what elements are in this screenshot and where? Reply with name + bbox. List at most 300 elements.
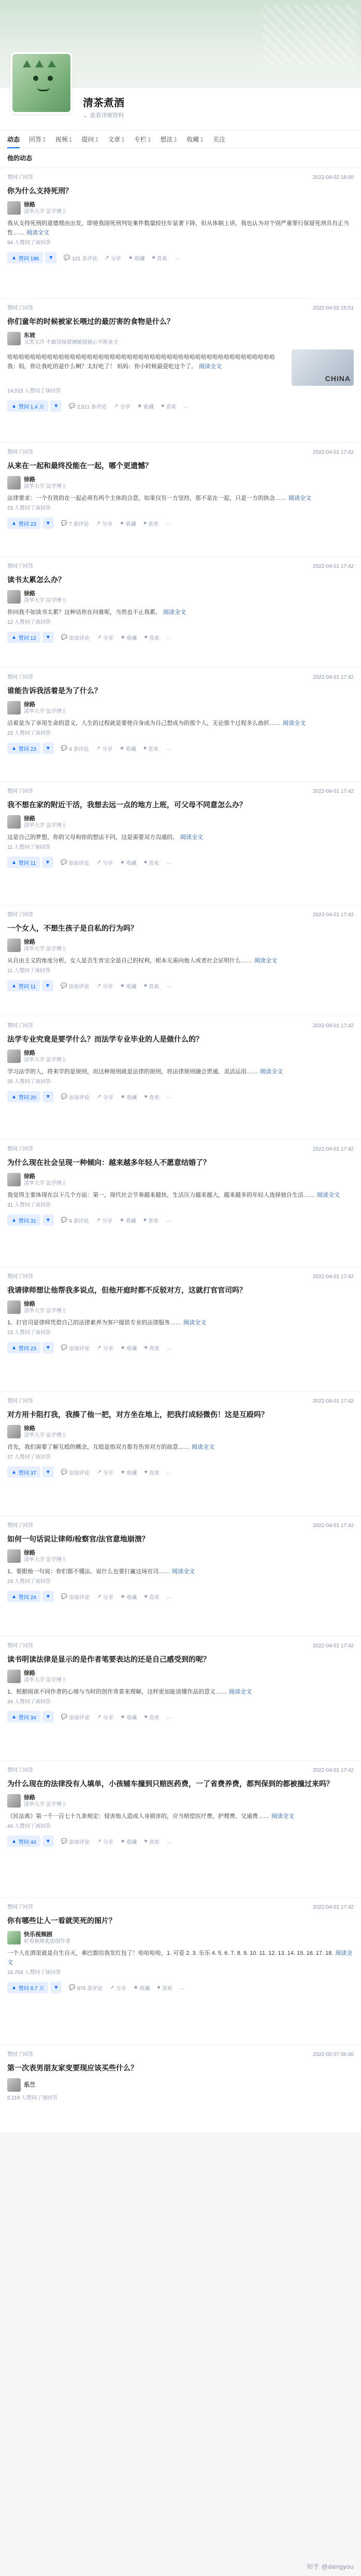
activity-time: 2022-04-01 17:42 [313, 1643, 354, 1649]
tab-count: 1 [200, 135, 204, 143]
author-names [24, 1049, 67, 1063]
share-button[interactable] [96, 745, 112, 752]
read-more-link[interactable]: 阅读全文 [199, 363, 222, 370]
comment-label: 添加评论 [69, 1715, 90, 1721]
author-name[interactable]: 徐路 [24, 1173, 35, 1180]
avatar[interactable] [7, 2078, 21, 2092]
downvote-button[interactable] [42, 1342, 54, 1353]
like-button[interactable] [161, 402, 176, 410]
answer-excerpt[interactable] [7, 1812, 354, 1821]
share-label: 分享 [102, 1218, 112, 1224]
read-more-link[interactable]: 阅读全文 [288, 495, 311, 501]
tab-3[interactable] [81, 131, 98, 148]
action-bar [7, 1463, 354, 1481]
answer-excerpt[interactable] [7, 1318, 354, 1327]
section-title: 他的动态 [0, 148, 361, 168]
like-label: 喜欢 [148, 746, 158, 752]
comment-button[interactable] [61, 520, 89, 527]
comment-icon: 💬 [69, 403, 76, 409]
star-icon: ★ [120, 983, 125, 989]
card-meta [7, 563, 354, 570]
read-more-link[interactable]: 阅读全文 [26, 230, 49, 236]
like-button[interactable] [157, 1984, 172, 1992]
author-names [24, 1549, 67, 1563]
question-title[interactable]: 你有哪些让人一看就笑死的图片？ [7, 1916, 116, 1925]
read-more-link[interactable]: 阅读全文 [271, 1813, 294, 1819]
comment-label: 101 条评论 [71, 256, 98, 262]
feed-card [0, 1636, 361, 1761]
upvote-button[interactable] [7, 857, 40, 868]
downvote-button[interactable] [42, 632, 54, 643]
heart-icon: ♥ [157, 1984, 161, 1991]
like-label: 喜欢 [162, 1985, 172, 1992]
author-name[interactable]: 徐路 [24, 590, 35, 597]
feed-card [0, 1392, 361, 1516]
question-title[interactable]: 我不想在家的附近干活，我想去远一点的地方上班，可父母不同意怎么办？ [7, 801, 247, 809]
tab-count: 1 [174, 135, 178, 143]
more-button[interactable] [175, 255, 180, 261]
answer-excerpt[interactable] [7, 1567, 354, 1576]
more-label: … [165, 745, 171, 751]
action-bar [7, 1088, 354, 1105]
answer-excerpt[interactable] [7, 353, 286, 381]
triangle-down-icon: ▼ [45, 1593, 51, 1600]
author-name[interactable]: 快乐视频剧 [24, 1931, 52, 1938]
heart-icon: ♥ [144, 1714, 148, 1720]
tab-count: 1 [95, 135, 99, 143]
profile-tabs [0, 131, 361, 148]
comment-label: 4 条评论 [69, 746, 89, 752]
like-button[interactable] [144, 982, 159, 990]
activity-time: 2022-04-01 17:42 [313, 1768, 354, 1773]
read-more-link[interactable]: 阅读全文 [163, 609, 186, 615]
chevron-down-icon: ⌄ [83, 112, 88, 119]
like-button[interactable] [145, 634, 160, 641]
author-name[interactable]: 徐路 [24, 1049, 35, 1056]
share-button[interactable] [110, 1984, 126, 1992]
comment-button[interactable] [61, 1216, 89, 1224]
star-icon: ★ [120, 1714, 125, 1720]
author-name[interactable]: 乐兰 [24, 2082, 35, 2088]
tab-5[interactable] [134, 131, 151, 148]
author-headline: 清华大学 法学博士 [24, 822, 67, 829]
share-icon: ↗ [96, 983, 101, 989]
question-title[interactable]: 为什么现在的法律没有人填单，小孩辅车撞到只赔医药费，一了省费养费，都判保到的都被撞过来吗？ [7, 1780, 334, 1788]
avatar[interactable] [7, 1794, 21, 1808]
question-title[interactable]: 对方用卡阻打我，我揍了他一把，对方坐在地上，把我打成轻微伤！这是互殴吗？ [7, 1410, 268, 1419]
upvote-button[interactable] [7, 632, 40, 643]
vote-stats: 37 人赞同了该回答 [7, 1454, 51, 1460]
like-label: 喜欢 [149, 1470, 160, 1476]
activity-type: 赞同了回答 [7, 450, 33, 455]
avatar[interactable] [7, 1425, 21, 1438]
comment-button[interactable] [61, 1468, 90, 1476]
tab-2[interactable] [55, 131, 73, 148]
question-title[interactable]: 读书太累怎么办？ [7, 576, 65, 584]
author-name[interactable]: 徐路 [24, 476, 35, 483]
tab-label: 视频 [55, 135, 68, 143]
upvote-button[interactable] [7, 743, 40, 754]
read-more-link[interactable]: 阅读全文 [260, 1069, 283, 1075]
avatar-mouth [37, 87, 50, 91]
avatar[interactable] [7, 590, 21, 604]
favorite-button[interactable] [134, 1984, 150, 1992]
author-name[interactable]: 徐路 [24, 1794, 35, 1801]
tab-count: 1 [68, 135, 73, 143]
more-button[interactable] [180, 1985, 185, 1991]
upvote-label: 赞同 34 [18, 1715, 36, 1721]
upvote-label: 赞同 23 [18, 521, 36, 527]
like-button[interactable] [145, 1093, 160, 1101]
comment-button[interactable] [69, 402, 107, 410]
share-button[interactable] [97, 859, 113, 866]
triangle-up-icon: ▲ [11, 1345, 17, 1351]
avatar[interactable] [7, 815, 21, 829]
share-button[interactable] [97, 1838, 113, 1845]
like-label: 喜欢 [148, 984, 159, 990]
feed-card [0, 299, 361, 443]
read-more-link[interactable]: 阅读全文 [183, 1320, 207, 1326]
comment-button[interactable] [69, 1984, 103, 1992]
downvote-button[interactable] [42, 1711, 54, 1723]
more-button[interactable] [167, 1594, 172, 1600]
like-button[interactable] [145, 1713, 160, 1721]
heart-icon: ♥ [143, 520, 147, 526]
avatar[interactable] [7, 939, 21, 952]
answer-excerpt[interactable] [7, 956, 354, 965]
more-button[interactable] [166, 860, 171, 865]
share-button[interactable] [97, 982, 113, 990]
author-names [24, 1931, 70, 1945]
share-icon: ↗ [113, 403, 119, 409]
favorite-button[interactable] [120, 859, 137, 866]
activity-type: 赞同了回答 [7, 1398, 33, 1404]
more-label: … [166, 983, 171, 989]
author-name[interactable]: 徐路 [24, 939, 35, 945]
heart-icon: ♥ [143, 745, 147, 751]
favorite-button[interactable] [120, 520, 136, 527]
question-title[interactable]: 如何一句话说让律师/检察官/法官意地崩溃？ [7, 1535, 149, 1543]
triangle-down-icon: ▼ [53, 403, 59, 409]
author-name[interactable]: 徐路 [24, 1549, 35, 1556]
comment-button[interactable] [61, 982, 89, 990]
upvote-button[interactable] [7, 1591, 40, 1602]
upvote-button[interactable] [7, 1466, 40, 1478]
excerpt-text: 1、打官司是律师凭借自己的法律素养为客户提供专业的法律服务…… [7, 1320, 182, 1326]
heart-icon: ♥ [144, 634, 148, 640]
comment-button[interactable] [61, 745, 89, 752]
upvote-button[interactable] [7, 400, 48, 412]
activity-time: 2022-04-01 17:42 [313, 1274, 354, 1280]
activity-time: 2022-04-01 17:42 [313, 1523, 354, 1529]
read-more-link[interactable]: 阅读全文 [317, 1192, 340, 1198]
profile-avatar[interactable] [10, 52, 73, 114]
downvote-button[interactable] [42, 1091, 54, 1102]
upvote-button[interactable] [7, 252, 43, 263]
more-button[interactable] [166, 1217, 171, 1223]
answer-excerpt[interactable] [7, 1191, 354, 1200]
share-button[interactable] [97, 634, 113, 641]
triangle-down-icon: ▼ [45, 1838, 51, 1844]
author-headline: 清华大学 法学博士 [24, 483, 67, 489]
downvote-button[interactable] [50, 400, 62, 412]
profile-details-link[interactable] [83, 111, 124, 119]
like-label: 喜欢 [148, 1218, 158, 1224]
excerpt-text: 学习法学的人，将来学的是规则，而这种规则就是法律的规则，将法律规则融会贯通、灵活运用…… [7, 1069, 258, 1075]
share-button[interactable] [114, 402, 130, 410]
more-button[interactable] [167, 635, 172, 640]
star-icon: ★ [120, 1593, 125, 1600]
read-more-link[interactable]: 阅读全文 [7, 1950, 353, 1966]
downvote-button[interactable] [50, 1982, 62, 1993]
favorite-button[interactable] [121, 1468, 137, 1476]
downvote-button[interactable] [42, 980, 53, 991]
downvote-button[interactable] [42, 1214, 54, 1226]
tab-1[interactable] [29, 131, 46, 148]
upvote-button[interactable] [7, 517, 40, 529]
upvote-label: 赞同 11 [18, 860, 36, 866]
avatar[interactable] [7, 1049, 21, 1063]
author-headline: 清华大学 法学博士 [24, 1677, 67, 1683]
favorite-button[interactable] [128, 254, 145, 262]
favorite-button[interactable] [121, 1093, 137, 1101]
author-name[interactable]: 徐路 [24, 1670, 35, 1676]
answer-excerpt[interactable] [7, 719, 354, 728]
answer-excerpt[interactable] [7, 608, 354, 617]
read-more-link[interactable]: 阅读全文 [172, 1569, 195, 1575]
question-title[interactable]: 一个女人，不想生孩子是自私的行为吗？ [7, 924, 138, 932]
question-title[interactable]: 我请律师想让他帮我多说点，但他开庭时都不反驳对方，这就打官官司吗？ [7, 1286, 247, 1294]
answer-excerpt[interactable] [7, 1443, 354, 1452]
author-name[interactable]: 徐路 [24, 815, 35, 822]
watermark: 知乎 @dangyou [306, 2563, 354, 2570]
like-button[interactable] [143, 1216, 158, 1224]
author-names [24, 815, 67, 829]
favorite-button[interactable] [121, 1344, 137, 1352]
avatar[interactable] [7, 1549, 21, 1563]
more-button[interactable] [167, 1345, 172, 1351]
author-names [24, 590, 67, 604]
like-button[interactable] [145, 1593, 160, 1601]
author-info [7, 475, 354, 491]
upvote-button[interactable] [7, 1982, 48, 1993]
share-button[interactable] [97, 1593, 113, 1601]
vote-stats: 23 人赞同了该回答 [7, 1330, 51, 1336]
author-names [24, 201, 67, 215]
author-info [7, 331, 354, 346]
favorite-button[interactable] [137, 402, 154, 410]
vote-stats: 44 人赞同了该回答 [7, 1824, 51, 1829]
avatar[interactable] [7, 1300, 21, 1314]
answer-excerpt[interactable] [7, 1067, 354, 1076]
favorite-button[interactable] [120, 982, 137, 990]
question-title[interactable]: 谁能告诉我活着是为了什么？ [7, 687, 102, 695]
share-icon: ↗ [96, 745, 100, 751]
favorite-label: 收藏 [125, 521, 136, 527]
share-button[interactable] [97, 1344, 113, 1352]
upvote-label: 赞同 1.4 万 [18, 404, 45, 410]
read-more-link[interactable]: 阅读全文 [283, 720, 306, 726]
share-label: 分享 [102, 860, 113, 866]
vote-stats: 14,015 人赞同了该回答 [7, 388, 61, 394]
comment-button[interactable] [64, 254, 97, 262]
favorite-button[interactable] [120, 745, 136, 752]
comment-label: 9 条评论 [69, 1218, 89, 1224]
more-button[interactable] [166, 521, 171, 526]
favorite-button[interactable] [120, 1216, 136, 1224]
upvote-button[interactable] [7, 1342, 40, 1353]
tab-7[interactable] [186, 131, 204, 148]
activity-type: 赞同了回答 [7, 564, 33, 569]
avatar[interactable] [7, 1173, 21, 1186]
share-button[interactable] [96, 520, 112, 527]
like-button[interactable] [152, 254, 167, 262]
feed-card [0, 168, 361, 299]
author-headline: 好看视频优质创作者 [24, 1938, 70, 1944]
comment-button[interactable] [61, 1593, 90, 1601]
more-button[interactable] [183, 403, 189, 409]
upvote-button[interactable] [7, 1836, 40, 1847]
question-title[interactable]: 你们童年的时候被家长喂过的最厉害的食物是什么？ [7, 317, 174, 326]
avatar[interactable] [7, 332, 21, 345]
comment-button[interactable] [61, 859, 89, 866]
more-button[interactable] [167, 1469, 172, 1475]
answer-excerpt[interactable] [7, 833, 354, 842]
share-label: 分享 [102, 984, 113, 990]
read-more-link[interactable]: 阅读全文 [192, 1444, 214, 1450]
favorite-button[interactable] [121, 634, 137, 641]
tab-4[interactable] [108, 131, 125, 148]
more-button[interactable] [167, 1714, 172, 1720]
author-info [7, 589, 354, 605]
excerpt-text: 从自由主义的角度分析，女人是否生育完全是自己的权利，根本无需向他人或者社会证明什么…… [7, 958, 252, 964]
share-button[interactable] [97, 1468, 113, 1476]
action-bar [7, 739, 354, 757]
favorite-button[interactable] [121, 1713, 137, 1721]
upvote-button[interactable] [7, 1214, 40, 1226]
feed-card [0, 1016, 361, 1140]
comment-button[interactable] [61, 1344, 90, 1352]
downvote-button[interactable] [42, 857, 53, 868]
comment-button[interactable] [61, 1713, 90, 1721]
answer-excerpt[interactable] [7, 1949, 354, 1967]
share-button[interactable] [105, 254, 121, 262]
comment-label: 添加评论 [68, 860, 90, 866]
share-icon: ↗ [97, 1838, 102, 1844]
share-label: 分享 [103, 1715, 113, 1721]
heart-icon: ♥ [144, 1838, 148, 1844]
author-name[interactable]: 徐路 [24, 1300, 35, 1307]
upvote-button[interactable] [7, 1711, 40, 1723]
avatar[interactable] [7, 476, 21, 489]
answer-excerpt[interactable] [7, 1687, 354, 1697]
upvote-button[interactable] [7, 980, 40, 991]
downvote-button[interactable] [42, 1466, 54, 1478]
avatar[interactable] [7, 201, 21, 215]
share-button[interactable] [97, 1093, 113, 1101]
author-name[interactable]: 徐路 [24, 1425, 35, 1432]
tab-count: 1 [42, 135, 46, 143]
downvote-button[interactable] [42, 1836, 54, 1847]
card-meta [7, 305, 354, 312]
comment-label: 添加评论 [69, 1470, 90, 1476]
tab-0[interactable] [7, 131, 20, 148]
upvote-button[interactable] [7, 1091, 40, 1102]
answer-thumbnail[interactable] [292, 349, 354, 386]
question-title[interactable]: 从来在一起和最终没能在一起，哪个更遗憾？ [7, 461, 152, 470]
question-title[interactable]: 为什么现在社会呈现一种倾向：越来越多年轻人不愿意结婚了？ [7, 1158, 210, 1167]
vote-stats: 94 人赞同了该回答 [7, 240, 51, 246]
favorite-label: 收藏 [126, 1594, 137, 1601]
activity-time: 2022-04-01 17:42 [313, 912, 354, 918]
answer-excerpt[interactable] [7, 494, 354, 503]
upvote-label: 赞同 186 [18, 256, 39, 262]
avatar-spike [35, 60, 44, 67]
downvote-button[interactable] [42, 1591, 54, 1602]
like-button[interactable] [145, 1344, 160, 1352]
more-button[interactable] [167, 1839, 172, 1844]
triangle-down-icon: ▼ [45, 1469, 51, 1475]
question-title[interactable]: 第一次表男朋友家变要现应该买些什么？ [7, 2064, 138, 2072]
avatar[interactable] [7, 1670, 21, 1683]
like-button[interactable] [143, 520, 158, 527]
more-button[interactable] [166, 746, 171, 751]
star-icon: ★ [120, 1094, 125, 1100]
comment-button[interactable] [61, 634, 90, 641]
action-bar [7, 1339, 354, 1356]
author-name[interactable]: 徐路 [24, 201, 35, 208]
share-icon: ↗ [97, 1345, 102, 1351]
favorite-button[interactable] [121, 1593, 137, 1601]
triangle-up-icon: ▲ [11, 1838, 17, 1844]
question-title[interactable]: 你为什么支持死刑？ [7, 187, 73, 195]
comment-button[interactable] [61, 1838, 90, 1845]
avatar[interactable] [7, 1931, 21, 1944]
downvote-button[interactable] [42, 743, 54, 754]
more-button[interactable] [166, 983, 171, 989]
like-button[interactable] [145, 1468, 160, 1476]
like-button[interactable] [143, 745, 158, 752]
favorite-button[interactable] [121, 1838, 137, 1845]
star-icon: ★ [133, 1984, 138, 1991]
read-more-link[interactable]: 阅读全文 [180, 834, 203, 841]
vote-stats: 11 人赞同了该回答 [7, 968, 51, 974]
author-name[interactable]: 东坡 [24, 332, 35, 339]
question-title[interactable]: 法学专业究竟是要学什么？而法学专业毕业的人是做什么的？ [7, 1035, 203, 1043]
comment-button[interactable] [61, 1093, 90, 1101]
read-more-link[interactable]: 阅读全文 [254, 958, 277, 964]
more-button[interactable] [167, 1094, 172, 1100]
share-button[interactable] [97, 1713, 113, 1721]
action-bar [7, 628, 354, 646]
share-button[interactable] [96, 1216, 112, 1224]
author-headline: 清华大学 法学博士 [24, 1557, 67, 1563]
excerpt-text: 1、根据阅读不同作者的心境与当时的创作背景来理解，这样更加能读懂作品的意义…… [7, 1689, 227, 1695]
read-more-link[interactable]: 阅读全文 [229, 1689, 252, 1695]
tab-8[interactable] [213, 131, 225, 148]
like-button[interactable] [145, 1838, 160, 1845]
downvote-button[interactable] [45, 252, 56, 263]
activity-type: 赞同了回答 [7, 1768, 33, 1773]
avatar[interactable] [7, 701, 21, 715]
comment-label: 2,011 条评论 [77, 404, 107, 410]
question-title[interactable]: 读书明读法律是显示的是作者笔要表达的还是自己感受到的呢？ [7, 1655, 210, 1663]
downvote-button[interactable] [42, 517, 54, 529]
author-name[interactable]: 徐路 [24, 701, 35, 708]
tab-6[interactable] [161, 131, 178, 148]
like-button[interactable] [144, 859, 159, 866]
answer-excerpt[interactable] [7, 219, 354, 237]
